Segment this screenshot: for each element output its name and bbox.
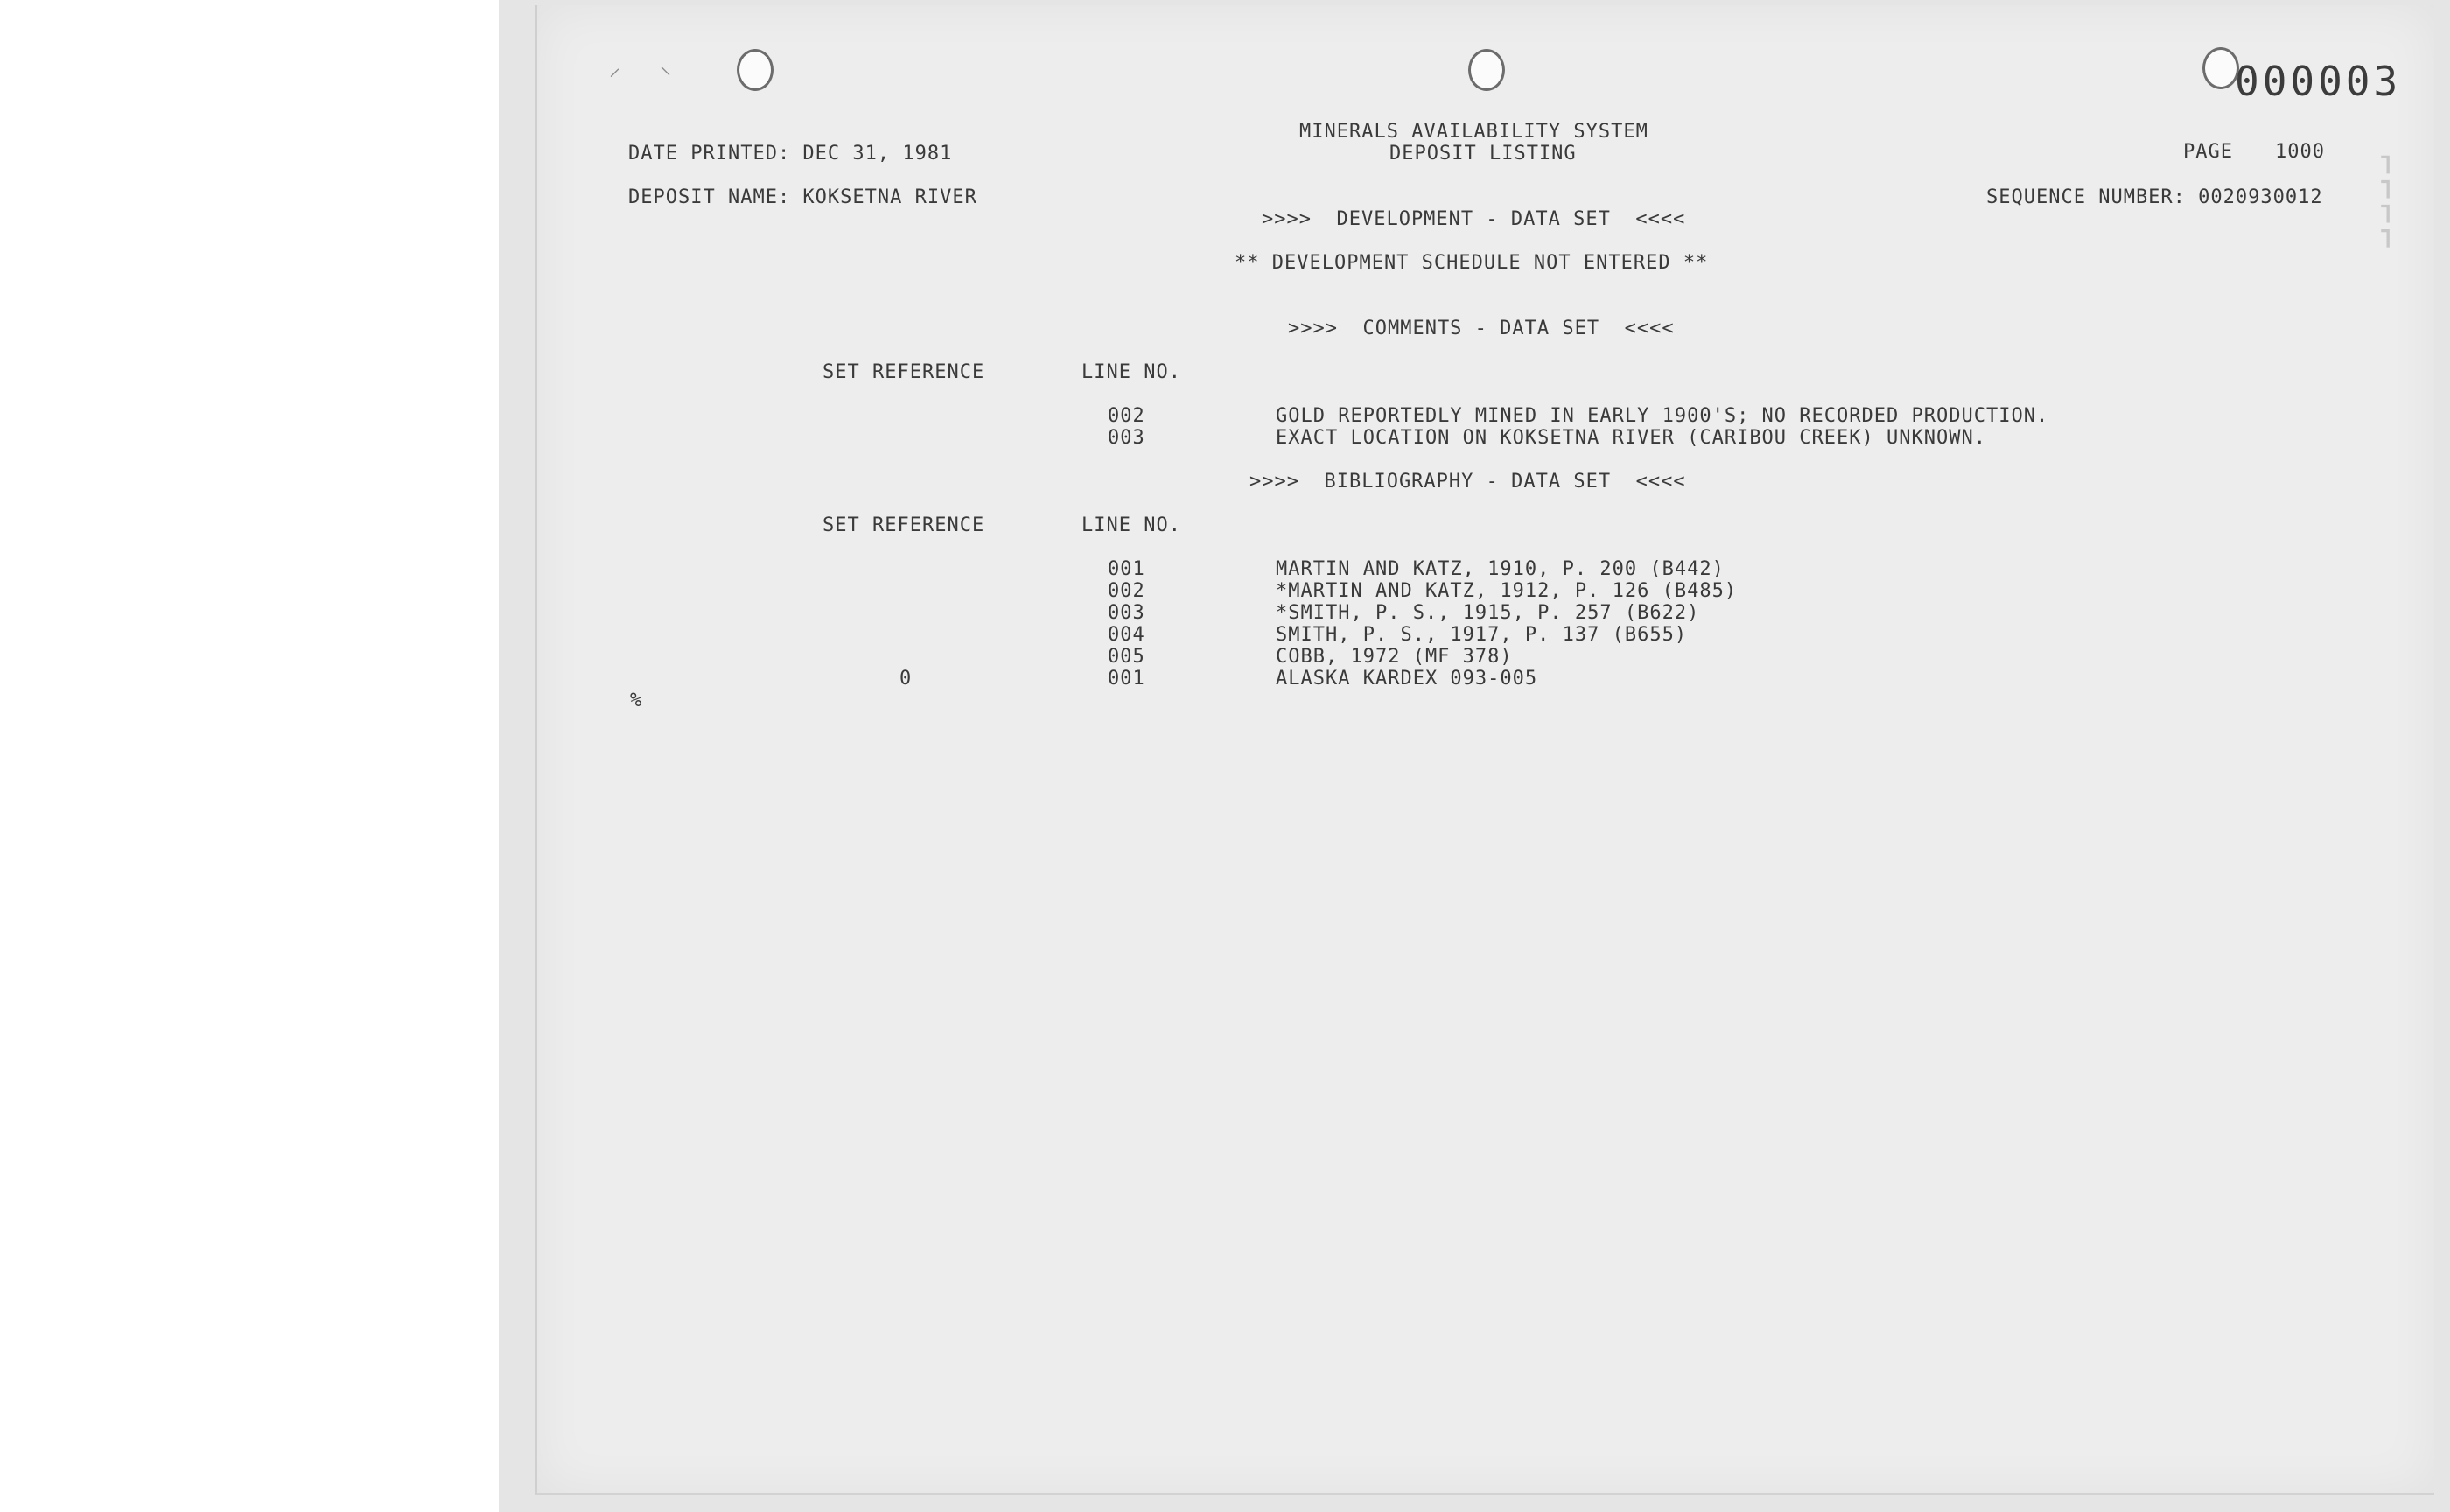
row-set-reference: 0	[900, 668, 913, 690]
sequence-number: SEQUENCE NUMBER: 0020930012	[1986, 186, 2323, 208]
row-line-no: 001	[1108, 558, 1145, 580]
punch-hole-left	[737, 49, 774, 91]
comments-col-line-no: LINE NO.	[1082, 361, 1181, 383]
development-heading: >>>> DEVELOPMENT - DATA SET <<<<	[1262, 208, 1686, 230]
punch-hole-right	[2202, 47, 2239, 89]
page-label: PAGE	[2183, 141, 2233, 163]
listing-title: DEPOSIT LISTING	[1390, 143, 1577, 164]
row-text: SMITH, P. S., 1917, P. 137 (B655)	[1276, 624, 1688, 646]
page-number: 1000	[2275, 141, 2325, 163]
punch-hole-center	[1468, 49, 1505, 91]
row-text: ALASKA KARDEX 093-005	[1276, 668, 1538, 690]
development-note: ** DEVELOPMENT SCHEDULE NOT ENTERED **	[1235, 252, 1709, 274]
stamped-page-number: 000003	[2235, 58, 2402, 105]
date-printed: DATE PRINTED: DEC 31, 1981	[628, 143, 953, 164]
bibliography-col-line-no: LINE NO.	[1082, 514, 1181, 536]
row-line-no: 004	[1108, 624, 1145, 646]
scuff-mark: ⸝	[609, 55, 621, 81]
row-text: *MARTIN AND KATZ, 1912, P. 126 (B485)	[1276, 580, 1738, 602]
computer-printout-page	[536, 5, 2434, 1494]
row-text: MARTIN AND KATZ, 1910, P. 200 (B442)	[1276, 558, 1725, 580]
row-text: EXACT LOCATION ON KOKSETNA RIVER (CARIBOU CREEK) UNKNOWN.	[1276, 427, 1986, 449]
show-through-marking: ⌐⌐⌐⌐	[2366, 154, 2406, 253]
bibliography-heading: >>>> BIBLIOGRAPHY - DATA SET <<<<	[1250, 471, 1686, 493]
row-line-no: 002	[1108, 405, 1145, 427]
row-line-no: 003	[1108, 602, 1145, 624]
deposit-name: DEPOSIT NAME: KOKSETNA RIVER	[628, 186, 977, 208]
bibliography-col-set-reference: SET REFERENCE	[822, 514, 985, 536]
row-line-no: 001	[1108, 668, 1145, 690]
row-line-no: 003	[1108, 427, 1145, 449]
comments-col-set-reference: SET REFERENCE	[822, 361, 985, 383]
row-text: *SMITH, P. S., 1915, P. 257 (B622)	[1276, 602, 1700, 624]
row-text: COBB, 1972 (MF 378)	[1276, 646, 1513, 668]
system-title: MINERALS AVAILABILITY SYSTEM	[1299, 121, 1648, 143]
scuff-mark: ⸜	[660, 53, 672, 80]
comments-heading: >>>> COMMENTS - DATA SET <<<<	[1288, 318, 1675, 340]
row-line-no: 002	[1108, 580, 1145, 602]
row-line-no: 005	[1108, 646, 1145, 668]
row-text: GOLD REPORTEDLY MINED IN EARLY 1900'S; NO RECORDED PRODUCTION.	[1276, 405, 2049, 427]
end-of-record-mark: %	[630, 690, 643, 711]
